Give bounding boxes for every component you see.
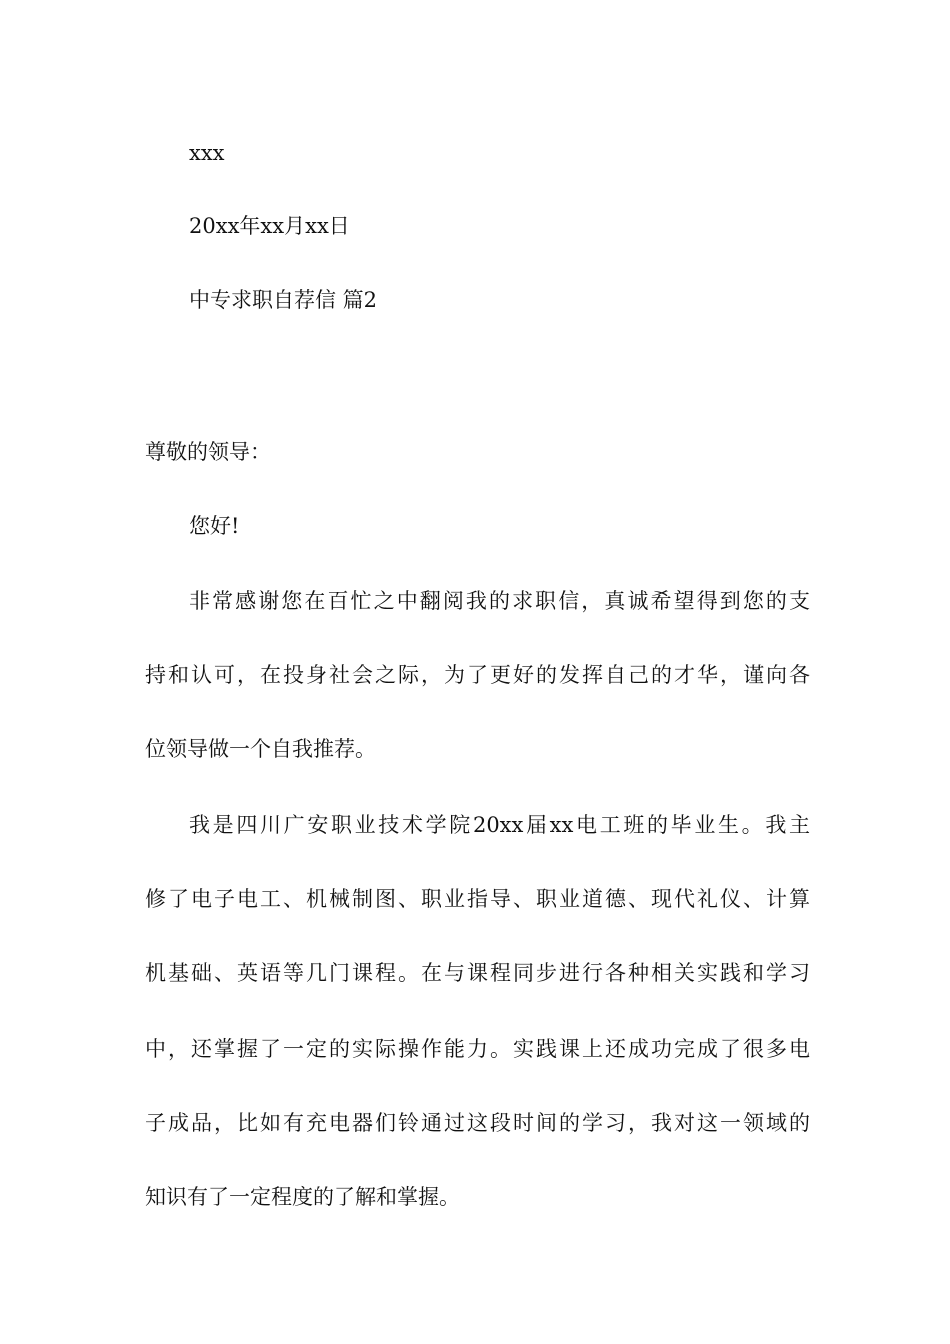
signature-date: 20xx年xx月xx日	[189, 214, 350, 238]
signature-name: xxx	[189, 141, 225, 165]
letter-greeting: 您好!	[189, 514, 240, 538]
paragraph2-line1: 我是四川广安职业技术学院20xx届xx电工班的毕业生。我主	[189, 813, 810, 837]
paragraph2-line6: 知识有了一定程度的了解和掌握。	[145, 1185, 460, 1209]
section-title: 中专求职自荐信 篇2	[189, 288, 378, 312]
paragraph1-line3: 位领导做一个自我推荐。	[145, 737, 376, 761]
paragraph2-line2: 修了电子电工、机械制图、职业指导、职业道德、现代礼仪、计算	[145, 887, 810, 911]
paragraph2-line3: 机基础、英语等几门课程。在与课程同步进行各种相关实践和学习	[145, 961, 810, 985]
paragraph1-line1: 非常感谢您在百忙之中翻阅我的求职信，真诚希望得到您的支	[189, 589, 810, 613]
paragraph2-line5: 子成品，比如有充电器们铃通过这段时间的学习，我对这一领域的	[145, 1111, 810, 1135]
letter-salutation: 尊敬的领导：	[145, 440, 271, 464]
paragraph2-line4: 中，还掌握了一定的实际操作能力。实践课上还成功完成了很多电	[145, 1037, 810, 1061]
paragraph1-line2: 持和认可，在投身社会之际，为了更好的发挥自己的才华，谨向各	[145, 663, 810, 687]
